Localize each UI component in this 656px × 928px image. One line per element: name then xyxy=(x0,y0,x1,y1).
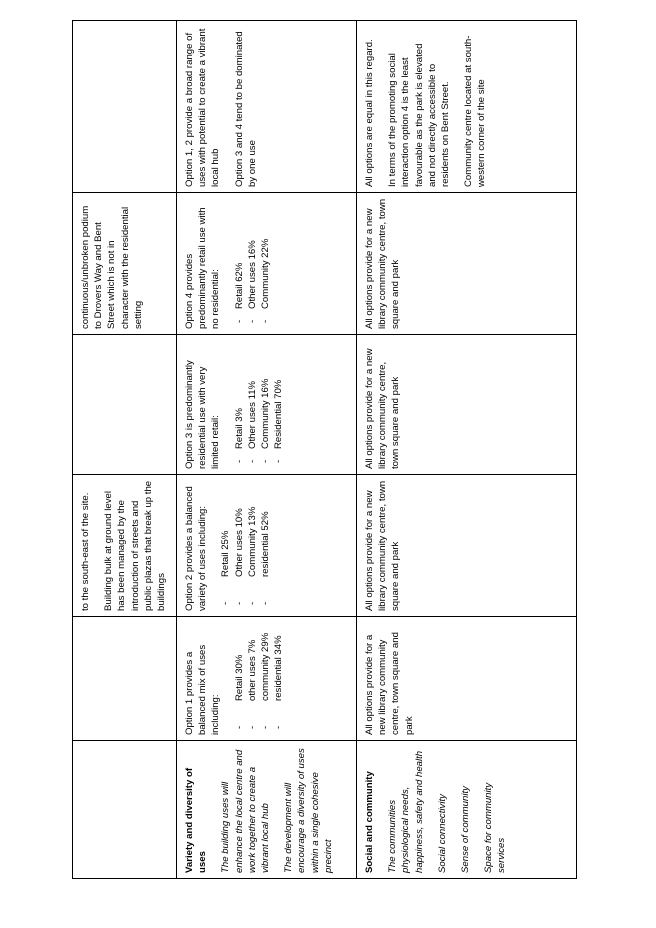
criterion-cell xyxy=(73,741,177,879)
list-item: - Residential 70% xyxy=(272,340,285,463)
option3-cell xyxy=(177,335,357,475)
criterion-description: Sense of community xyxy=(460,786,472,873)
criterion-title: Variety and diversity of uses xyxy=(184,767,209,873)
criterion-description: The development will encourage a diversity of uses within a single cohesive precinct xyxy=(283,748,334,873)
list-item: - Other uses 16% xyxy=(246,198,259,323)
uses-list xyxy=(233,622,286,735)
summary-text: In terms of the promoting social interaction option 4 is the least favourable as the park is elevated and not directly accessible to residents on Bent Street. xyxy=(387,43,452,187)
uses-list xyxy=(233,340,286,469)
list-item: - Community 16% xyxy=(259,340,272,463)
option2-cell xyxy=(357,475,577,617)
option4-cell xyxy=(177,193,357,335)
cell-text: All options provide for a new library community centre, town square and park xyxy=(364,198,402,329)
option-intro: Option 2 provides a balanced variety of uses including: xyxy=(184,486,209,611)
summary-text: Option 3 and 4 tend to be dominated by one use xyxy=(233,31,258,187)
summary-text: Community centre located at south-western corner of the site xyxy=(463,35,488,187)
list-item: - other uses 7% xyxy=(246,622,259,729)
summary-cell xyxy=(177,21,357,193)
option-intro: Option 3 is predominantly residential use with very limited retail: xyxy=(184,360,222,469)
criterion-description: Social connectivity xyxy=(436,794,448,873)
option4-cell xyxy=(357,193,577,335)
summary-cell xyxy=(357,21,577,193)
table-row xyxy=(73,21,177,879)
criterion-cell xyxy=(177,741,357,879)
list-item: - Retail 3% xyxy=(233,340,246,463)
list-item: - Community 13% xyxy=(246,480,259,605)
list-item: - residential 34% xyxy=(272,622,285,729)
cell-text: Building bulk at ground level has been managed by the introduction of streets and public plazas that break up the buildings xyxy=(103,480,168,611)
criterion-description: The building uses will enhance the local centre and work together to create a vibrant local hub xyxy=(220,749,272,873)
rotated-page xyxy=(72,21,576,879)
option-intro: Option 1 provides a balanced mix of uses including: xyxy=(184,644,222,735)
summary-text: All options are equal in this regard. xyxy=(364,39,375,187)
option3-cell xyxy=(73,335,177,475)
list-item: - Retail 25% xyxy=(219,480,232,605)
criterion-cell xyxy=(357,741,577,879)
criterion-description: The communities physiological needs, happiness, safety and health xyxy=(387,750,425,873)
summary-text: Option 1, 2 provide a broad range of uses with potential to create a vibrant local hub xyxy=(184,28,222,187)
options-comparison-table xyxy=(72,20,577,879)
cell-text: All options provide for a new library community centre, town square and park xyxy=(364,348,402,469)
list-item: - Other uses 10% xyxy=(233,480,246,605)
table-row xyxy=(357,21,577,879)
option2-cell xyxy=(73,475,177,617)
cell-text: All options provide for a new library community centre, town square and park xyxy=(364,632,415,735)
uses-list xyxy=(219,480,272,611)
criterion-description: Space for community services xyxy=(483,782,508,873)
cell-text: to the south-east of the site. xyxy=(80,492,91,611)
option1-cell xyxy=(73,617,177,741)
list-item: - community 29% xyxy=(259,622,272,729)
cell-text: continuous/unbroken podium to Drovers Way and Bent Street which is not in character with the residential setting xyxy=(80,205,144,329)
cell-text: All options provide for a new library community centre, town square and park xyxy=(364,480,402,611)
option4-cell xyxy=(73,193,177,335)
uses-list xyxy=(233,198,273,329)
list-item: - Retail 30% xyxy=(233,622,246,729)
criterion-title: Social and community xyxy=(364,771,375,873)
option1-cell xyxy=(177,617,357,741)
list-item: - Retail 62% xyxy=(233,198,246,323)
table-row xyxy=(177,21,357,879)
option2-cell xyxy=(177,475,357,617)
option1-cell xyxy=(357,617,577,741)
list-item: - Other uses 11% xyxy=(246,340,259,463)
list-item: - residential 52% xyxy=(259,480,272,605)
list-item: - Community 22% xyxy=(259,198,272,323)
summary-cell xyxy=(73,21,177,193)
option3-cell xyxy=(357,335,577,475)
option-intro: Option 4 provides predominantly retail use with no residential: xyxy=(184,207,222,329)
